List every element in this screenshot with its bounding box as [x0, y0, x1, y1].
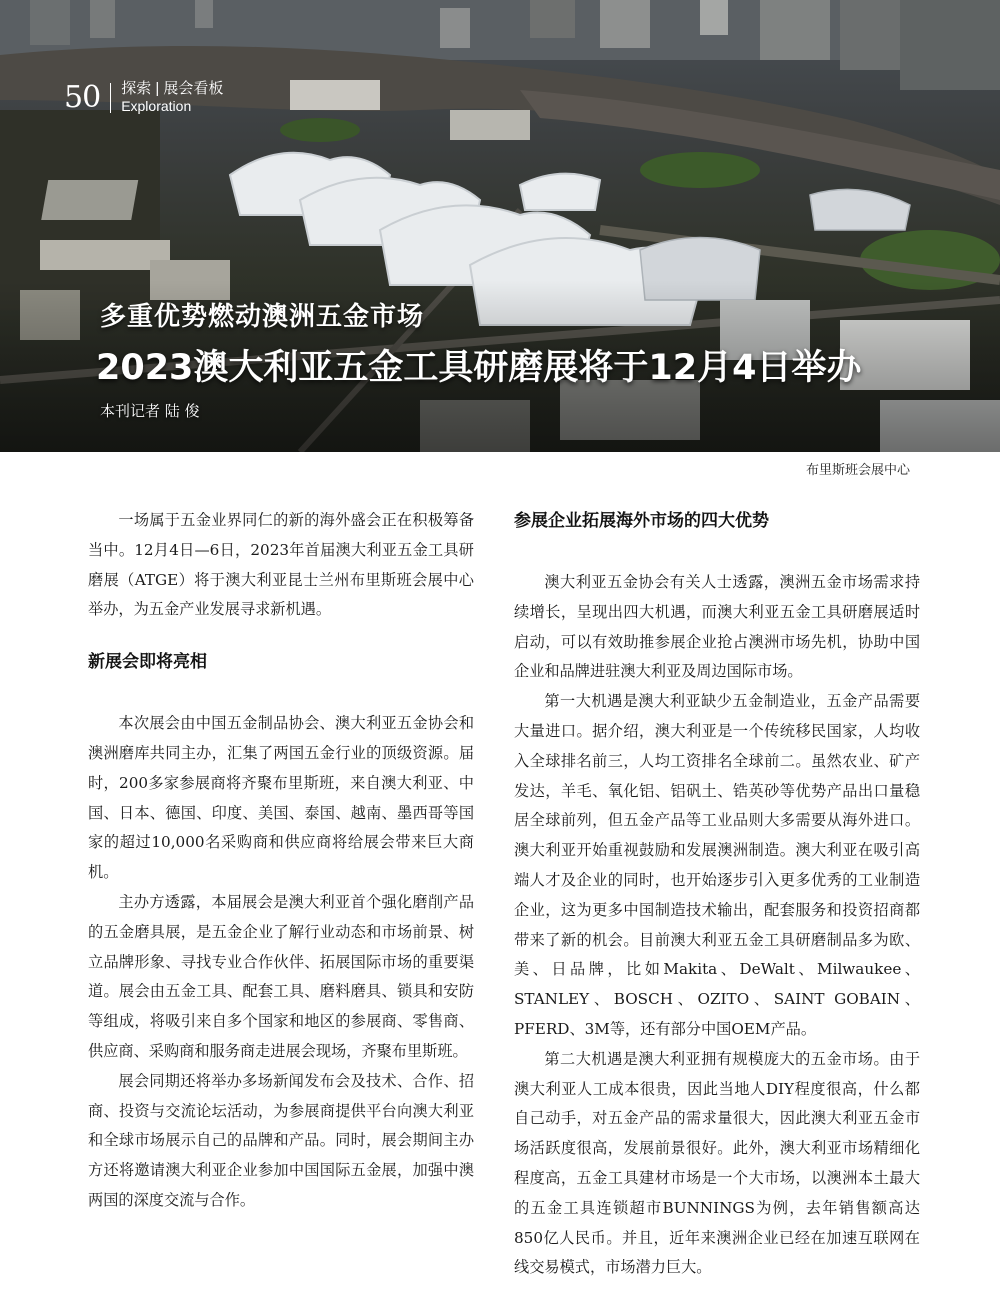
intro-paragraph: 一场属于五金业界同仁的新的海外盛会正在积极筹备当中。12月4日—6日，2023年首届澳大利亚五金工具研磨展（ATGE）将于澳大利亚昆士兰州布里斯班会展中心举办，为五金产业发展寻求新机遇。	[88, 511, 474, 619]
article-subtitle: 多重优势燃动澳洲五金市场	[100, 302, 425, 332]
section-category-en: Exploration	[121, 98, 192, 114]
page-folio	[64, 80, 223, 116]
article-column-right	[514, 506, 920, 1283]
section-heading-new-expo: 新展会即将亮相	[88, 652, 207, 673]
article-column-left	[88, 506, 474, 1216]
section-label	[121, 80, 223, 114]
article-headline: 2023澳大利亚五金工具研磨展将于12月4日举办	[96, 348, 862, 388]
body-paragraph: 澳大利亚五金协会有关人士透露，澳洲五金市场需求持续增长，呈现出四大机遇，而澳大利亚五金工具研磨展适时启动，可以有效助推参展企业抢占澳洲市场先机，协助中国企业和品牌进驻澳大利亚及周边国际市场。	[514, 573, 920, 681]
body-paragraph: 第一大机遇是澳大利亚缺少五金制造业，五金产品需要大量进口。据介绍，澳大利亚是一个传统移民国家，人均收入全球排名前三，人均工资排名全球前二。虽然农业、矿产发达，羊毛、氧化铝、铝矾土、锆英砂等优势产品出口量稳居全球前列，但五金产品等工业品则大多需要从海外进口。澳大利亚开始重视鼓励和发展澳洲制造。澳大利亚在吸引高端人才及企业的同时，也开始逐步引入更多优秀的工业制造企业，这为更多中国制造技术输出，配套服务和投资招商都带来了新的机会。目前澳大利亚五金工具研磨制品多为欧、美、日品牌，比如Makita、DeWalt、Milwaukee、STANLEY、BOSCH、OZITO、SAINT GOBAIN、PFERD、3M等，还有部分中国OEM产品。	[514, 692, 920, 1038]
article-byline: 本刊记者 陆 俊	[100, 402, 200, 420]
body-paragraph: 展会同期还将举办多场新闻发布会及技术、合作、招商、投资与交流论坛活动，为参展商提供平台向澳大利亚和全球市场展示自己的品牌和产品。同时，展会期间主办方还将邀请澳大利亚企业参加中国国际五金展，加强中澳两国的深度交流与合作。	[88, 1071, 474, 1209]
body-paragraph: 第二大机遇是澳大利亚拥有规模庞大的五金市场。由于澳大利亚人工成本很贵，因此当地人DIY程度很高，什么都自己动手，对五金产品的需求量很大，因此澳大利亚五金市场活跃度很高，发展前景很好。此外，澳大利亚市场精细化程度高，五金工具建材市场是一个大市场，以澳洲本土最大的五金工具连锁超市BUNNINGS为例，去年销售额高达850亿人民币。并且，近年来澳洲企业已经在加速互联网在线交易模式，市场潜力巨大。	[514, 1049, 920, 1277]
folio-divider	[110, 83, 111, 113]
heading-spacer	[88, 677, 474, 709]
photo-caption: 布里斯班会展中心	[805, 463, 910, 478]
section-category: 探索 | 展会看板	[121, 80, 224, 97]
body-paragraph: 主办方透露，本届展会是澳大利亚首个强化磨削产品的五金磨具展，是五金企业了解行业动态和市场前景、树立品牌形象、寻找专业合作伙伴、拓展国际市场的重要渠道。展会由五金工具、配套工具、磨料磨具、锁具和安防等组成，将吸引来自多个国家和地区的参展商、零售商、供应商、采购商和服务商走进展会现场，齐聚布里斯班。	[88, 892, 474, 1060]
body-paragraph: 本次展会由中国五金制品协会、澳大利亚五金协会和澳洲磨库共同主办，汇集了两国五金行业的顶级资源。届时，200多家参展商将齐聚布里斯班，来自澳大利亚、中国、日本、德国、印度、美国、泰国、越南、墨西哥等国家的超过10,000名采购商和供应商将给展会带来巨大商机。	[88, 714, 474, 882]
section-heading-four-advantages: 参展企业拓展海外市场的四大优势	[514, 511, 769, 531]
hero-photo	[0, 0, 1000, 452]
heading-spacer	[514, 536, 920, 568]
page-number: 50	[64, 80, 101, 115]
